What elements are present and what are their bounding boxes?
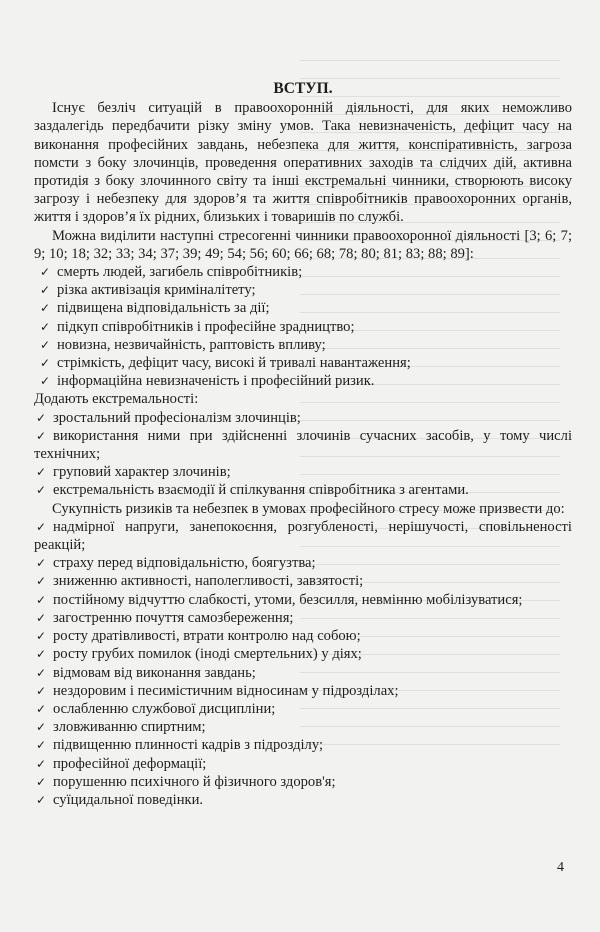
- stress-factors-list: [34, 263, 572, 390]
- consequences-list: [34, 518, 572, 809]
- list-item: [34, 682, 572, 700]
- checkmark-icon: ✓: [36, 428, 47, 443]
- checkmark-icon: ✓: [36, 610, 47, 625]
- list-item: [34, 572, 572, 590]
- checkmark-icon: ✓: [36, 683, 47, 698]
- list-item: [34, 336, 572, 354]
- list-item-text: екстремальність взаємодії й спілкування співробітника з агентами.: [53, 482, 469, 499]
- list-item-text: стрімкість, дефіцит часу, високі й тривалі навантаження;: [57, 355, 411, 372]
- paragraph-intro: Існує безліч ситуацій в правоохоронній діяльності, для яких неможливо заздалегідь передбачити різку зміну умов. Така невизначеність, дефіцит часу на виконання професійних завдань, небезпека для життя, конспіративність, загроза помсти з боку злочинців, проведення оперативних заходів та слідчих дій, активна протидія з боку злочинного світу та інші екстремальні чинники, створюють високу загрозу і небезпеку для здоров’я та життя співробітників правоохоронних органів, життя і здоров’я їх рідних, близьких і товаришів по службі.: [34, 100, 572, 226]
- list-item-text: підвищена відповідальність за дії;: [57, 300, 270, 317]
- list-item-text: росту грубих помилок (іноді смертельних) у діях;: [53, 646, 362, 663]
- checkmark-icon: ✓: [36, 556, 47, 571]
- document-page: [34, 80, 572, 809]
- checkmark-icon: ✓: [36, 574, 47, 589]
- checkmark-icon: ✓: [40, 356, 51, 371]
- paragraph-extremality: Додають екстремальності:: [34, 391, 199, 408]
- list-item: [34, 554, 572, 572]
- list-item-text: груповий характер злочинів;: [53, 464, 231, 481]
- checkmark-icon: ✓: [36, 665, 47, 680]
- checkmark-icon: ✓: [36, 410, 47, 425]
- checkmark-icon: ✓: [36, 756, 47, 771]
- list-item: [34, 481, 572, 499]
- checkmark-icon: ✓: [36, 701, 47, 716]
- list-item: [34, 718, 572, 736]
- list-item: [34, 791, 572, 809]
- checkmark-icon: ✓: [36, 483, 47, 498]
- checkmark-icon: ✓: [40, 319, 51, 334]
- checkmark-icon: ✓: [36, 629, 47, 644]
- list-item-text: нездоровим і песимістичним відносинам у підрозділах;: [53, 682, 399, 699]
- list-item: [34, 427, 572, 463]
- checkmark-icon: ✓: [36, 774, 47, 789]
- list-item-text: зростальний професіоналізм злочинців;: [53, 409, 301, 426]
- list-item: [34, 755, 572, 773]
- list-item: [34, 773, 572, 791]
- checkmark-icon: ✓: [40, 265, 51, 280]
- checkmark-icon: ✓: [36, 792, 47, 807]
- checkmark-icon: ✓: [36, 720, 47, 735]
- checkmark-icon: ✓: [36, 519, 47, 534]
- list-item-text: росту дратівливості, втрати контролю над собою;: [53, 628, 361, 645]
- list-item: [34, 645, 572, 663]
- list-item: [34, 463, 572, 481]
- list-item-text: зниженню активності, наполегливості, завзятості;: [53, 573, 364, 590]
- list-item-text: надмірної напруги, занепокоєння, розгубленості, нерішучості, сповільненості реакцій;: [34, 518, 572, 554]
- list-item: [34, 609, 572, 627]
- checkmark-icon: ✓: [40, 337, 51, 352]
- list-item-text: підкуп співробітників і професійне зрадництво;: [57, 318, 355, 335]
- paragraph-factors: Можна виділити наступні стресогенні чинники правоохоронної діяльності [3; 6; 7; 9; 10; 18; 32; 33; 34; 37; 39; 49; 54; 56; 60; 66; 68; 78; 80; 81; 83; 88; 89]:: [34, 227, 572, 262]
- paragraph-consequences: Сукупність ризиків та небезпек в умовах професійного стресу може призвести до:: [52, 500, 565, 517]
- checkmark-icon: ✓: [36, 647, 47, 662]
- extremality-list: [34, 409, 572, 500]
- list-item-text: зловживанню спиртним;: [53, 719, 206, 736]
- list-item: [34, 354, 572, 372]
- list-item: [34, 318, 572, 336]
- checkmark-icon: ✓: [40, 374, 51, 389]
- list-item-text: ослабленню службової дисципліни;: [53, 700, 276, 717]
- checkmark-icon: ✓: [40, 301, 51, 316]
- list-item: [34, 591, 572, 609]
- list-item-text: суїцидальної поведінки.: [53, 791, 204, 808]
- list-item: [34, 518, 572, 554]
- list-item-text: постійному відчуттю слабкості, утоми, безсилля, невмінню мобілізуватися;: [53, 591, 523, 608]
- list-item: [34, 409, 572, 427]
- list-item-text: використання ними при здійсненні злочинів сучасних засобів, у тому числі технічних;: [34, 427, 572, 463]
- list-item: [34, 372, 572, 390]
- checkmark-icon: ✓: [40, 283, 51, 298]
- list-item: [34, 736, 572, 754]
- list-item: [34, 263, 572, 281]
- list-item-text: порушенню психічного й фізичного здоров'я;: [53, 773, 336, 790]
- page-title: ВСТУП.: [273, 80, 333, 97]
- checkmark-icon: ✓: [36, 592, 47, 607]
- list-item: [34, 700, 572, 718]
- list-item-text: загостренню почуття самозбереження;: [53, 609, 294, 626]
- list-item: [34, 627, 572, 645]
- list-item-text: інформаційна невизначеність і професійний ризик.: [57, 373, 375, 390]
- list-item-text: новизна, незвичайність, раптовість впливу;: [57, 336, 326, 353]
- list-item-text: професійної деформації;: [53, 755, 207, 772]
- page-number: 4: [557, 860, 564, 875]
- list-item: [34, 299, 572, 317]
- list-item-text: різка активізація криміналітету;: [57, 282, 256, 299]
- checkmark-icon: ✓: [36, 465, 47, 480]
- checkmark-icon: ✓: [36, 738, 47, 753]
- list-item: [34, 281, 572, 299]
- list-item-text: підвищенню плинності кадрів з підрозділу;: [53, 737, 323, 754]
- list-item-text: смерть людей, загибель співробітників;: [57, 264, 303, 281]
- list-item: [34, 664, 572, 682]
- list-item-text: страху перед відповідальністю, боягузтва;: [53, 555, 316, 572]
- list-item-text: відмовам від виконання завдань;: [53, 664, 256, 681]
